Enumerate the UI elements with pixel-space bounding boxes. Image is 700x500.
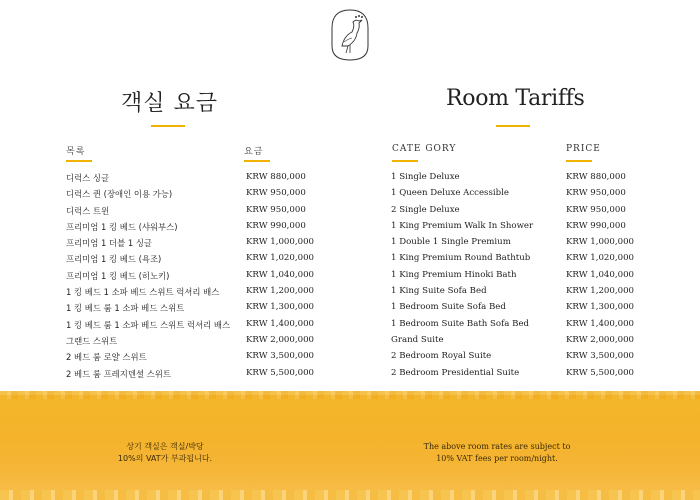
room-price: KRW 5,500,000 — [246, 367, 315, 378]
room-name: 프리미엄 1 더블 1 싱글 — [66, 238, 153, 249]
korean-vat-note-line1: 상기 객실은 객실/박당 — [126, 442, 204, 451]
room-price: KRW 1,040,000 — [566, 269, 635, 280]
room-price: KRW 2,000,000 — [566, 334, 635, 345]
table-row — [66, 302, 346, 318]
table-row — [66, 188, 346, 204]
footer-band-edge — [0, 391, 700, 399]
table-row — [66, 237, 346, 253]
table-row — [391, 205, 691, 221]
room-price: KRW 5,500,000 — [566, 367, 635, 378]
english-category-header: CATE GORY — [392, 144, 457, 154]
room-name: Grand Suite — [391, 334, 444, 345]
room-name: 1 King Premium Hinoki Bath — [391, 269, 517, 280]
room-name: 2 Bedroom Royal Suite — [391, 351, 492, 362]
room-price: KRW 1,020,000 — [566, 253, 635, 264]
room-name: 1 Bedroom Suite Sofa Bed — [391, 302, 506, 313]
table-row — [391, 286, 691, 302]
room-price: KRW 990,000 — [246, 220, 306, 231]
room-price: KRW 1,300,000 — [246, 302, 315, 313]
bird-emblem-icon — [326, 6, 374, 64]
room-price: KRW 1,400,000 — [566, 318, 635, 329]
table-row — [391, 335, 691, 351]
korean-vat-note-line2: 10%의 VAT가 부과됩니다. — [117, 454, 213, 463]
room-name: 1 Bedroom Suite Bath Sofa Bed — [391, 318, 530, 329]
korean-vat-note — [90, 441, 240, 465]
room-name: 디럭스 트윈 — [66, 205, 110, 216]
room-name: 2 베드 룸 로얄 스위트 — [66, 352, 147, 363]
table-row — [66, 205, 346, 221]
english-price-header: PRICE — [566, 144, 601, 154]
room-name: 프리미엄 1 킹 베드 (샤워부스) — [66, 221, 178, 232]
room-name: 디럭스 싱글 — [66, 173, 110, 183]
table-row — [391, 172, 691, 188]
table-row — [391, 253, 691, 269]
footer-band-bottom — [0, 490, 700, 500]
korean-header-rule — [66, 160, 92, 162]
english-vat-note-line1: The above room rates are subject to — [423, 442, 571, 451]
room-price: KRW 950,000 — [246, 204, 306, 215]
room-price: KRW 1,000,000 — [566, 237, 635, 248]
room-name: 1 King Premium Walk In Shower — [391, 220, 534, 231]
table-row — [391, 319, 691, 335]
table-row — [66, 351, 346, 367]
table-row — [66, 253, 346, 269]
korean-price-rule — [244, 160, 270, 162]
room-name: 1 Double 1 Single Premium — [391, 237, 511, 248]
table-row — [66, 172, 346, 188]
korean-price-header: 요금 — [244, 147, 264, 157]
english-vat-note — [402, 441, 592, 465]
room-price: KRW 2,000,000 — [246, 334, 315, 345]
room-name: 2 베드 룸 프레지덴셜 스위트 — [66, 368, 171, 379]
room-price: KRW 950,000 — [246, 188, 306, 199]
table-row — [66, 319, 346, 335]
table-row — [66, 335, 346, 351]
english-title-rule — [496, 125, 530, 127]
room-price: KRW 1,300,000 — [566, 302, 635, 313]
korean-title: 객실 요금 — [121, 91, 219, 116]
room-name: 1 킹 베드 룸 1 소파 베드 스위트 — [66, 303, 185, 314]
room-price: KRW 3,500,000 — [246, 351, 315, 362]
room-name: 1 Queen Deluxe Accessible — [391, 188, 509, 199]
room-name: 프리미엄 1 킹 베드 (욕조) — [66, 254, 162, 265]
table-row — [391, 368, 691, 384]
room-name: 1 Single Deluxe — [391, 172, 460, 182]
table-row — [391, 270, 691, 286]
table-row — [391, 188, 691, 204]
english-category-rule — [392, 160, 418, 162]
room-name: 프리미엄 1 킹 베드 (히노키) — [66, 270, 170, 281]
table-row — [66, 286, 346, 302]
room-price: KRW 990,000 — [566, 220, 626, 231]
room-price: KRW 1,020,000 — [246, 253, 315, 264]
room-price: KRW 1,040,000 — [246, 269, 315, 280]
room-price: KRW 1,400,000 — [246, 318, 315, 329]
english-price-rule — [566, 160, 592, 162]
table-row — [391, 221, 691, 237]
room-price: KRW 950,000 — [566, 204, 626, 215]
room-name: 1 King Premium Round Bathtub — [391, 253, 531, 264]
table-row — [391, 351, 691, 367]
room-price: KRW 950,000 — [566, 188, 626, 199]
room-price: KRW 3,500,000 — [566, 351, 635, 362]
table-row — [66, 270, 346, 286]
korean-category-header: 목록 — [66, 147, 86, 157]
english-vat-note-line2: 10% VAT fees per room/night. — [436, 454, 558, 463]
room-name: 1 킹 베드 1 소파 베드 스위트 럭셔리 배스 — [66, 287, 220, 298]
room-price: KRW 880,000 — [246, 172, 306, 182]
room-name: 1 King Suite Sofa Bed — [391, 286, 487, 297]
table-row — [66, 221, 346, 237]
room-name: 디럭스 퀸 (장애인 이용 가능) — [66, 189, 173, 200]
room-name: 2 Single Deluxe — [391, 204, 460, 215]
english-title: Room Tariffs — [446, 86, 585, 111]
room-price: KRW 1,000,000 — [246, 237, 315, 248]
room-price: KRW 1,200,000 — [246, 286, 315, 297]
table-row — [391, 302, 691, 318]
room-name: 2 Bedroom Presidential Suite — [391, 367, 520, 378]
table-row — [391, 237, 691, 253]
korean-title-rule — [151, 125, 185, 127]
room-name: 1 킹 베드 룸 1 소파 베드 스위트 럭셔리 배스 — [66, 319, 231, 330]
table-row — [66, 368, 346, 384]
room-name: 그랜드 스위트 — [66, 335, 118, 346]
room-price: KRW 1,200,000 — [566, 286, 635, 297]
room-price: KRW 880,000 — [566, 172, 626, 182]
